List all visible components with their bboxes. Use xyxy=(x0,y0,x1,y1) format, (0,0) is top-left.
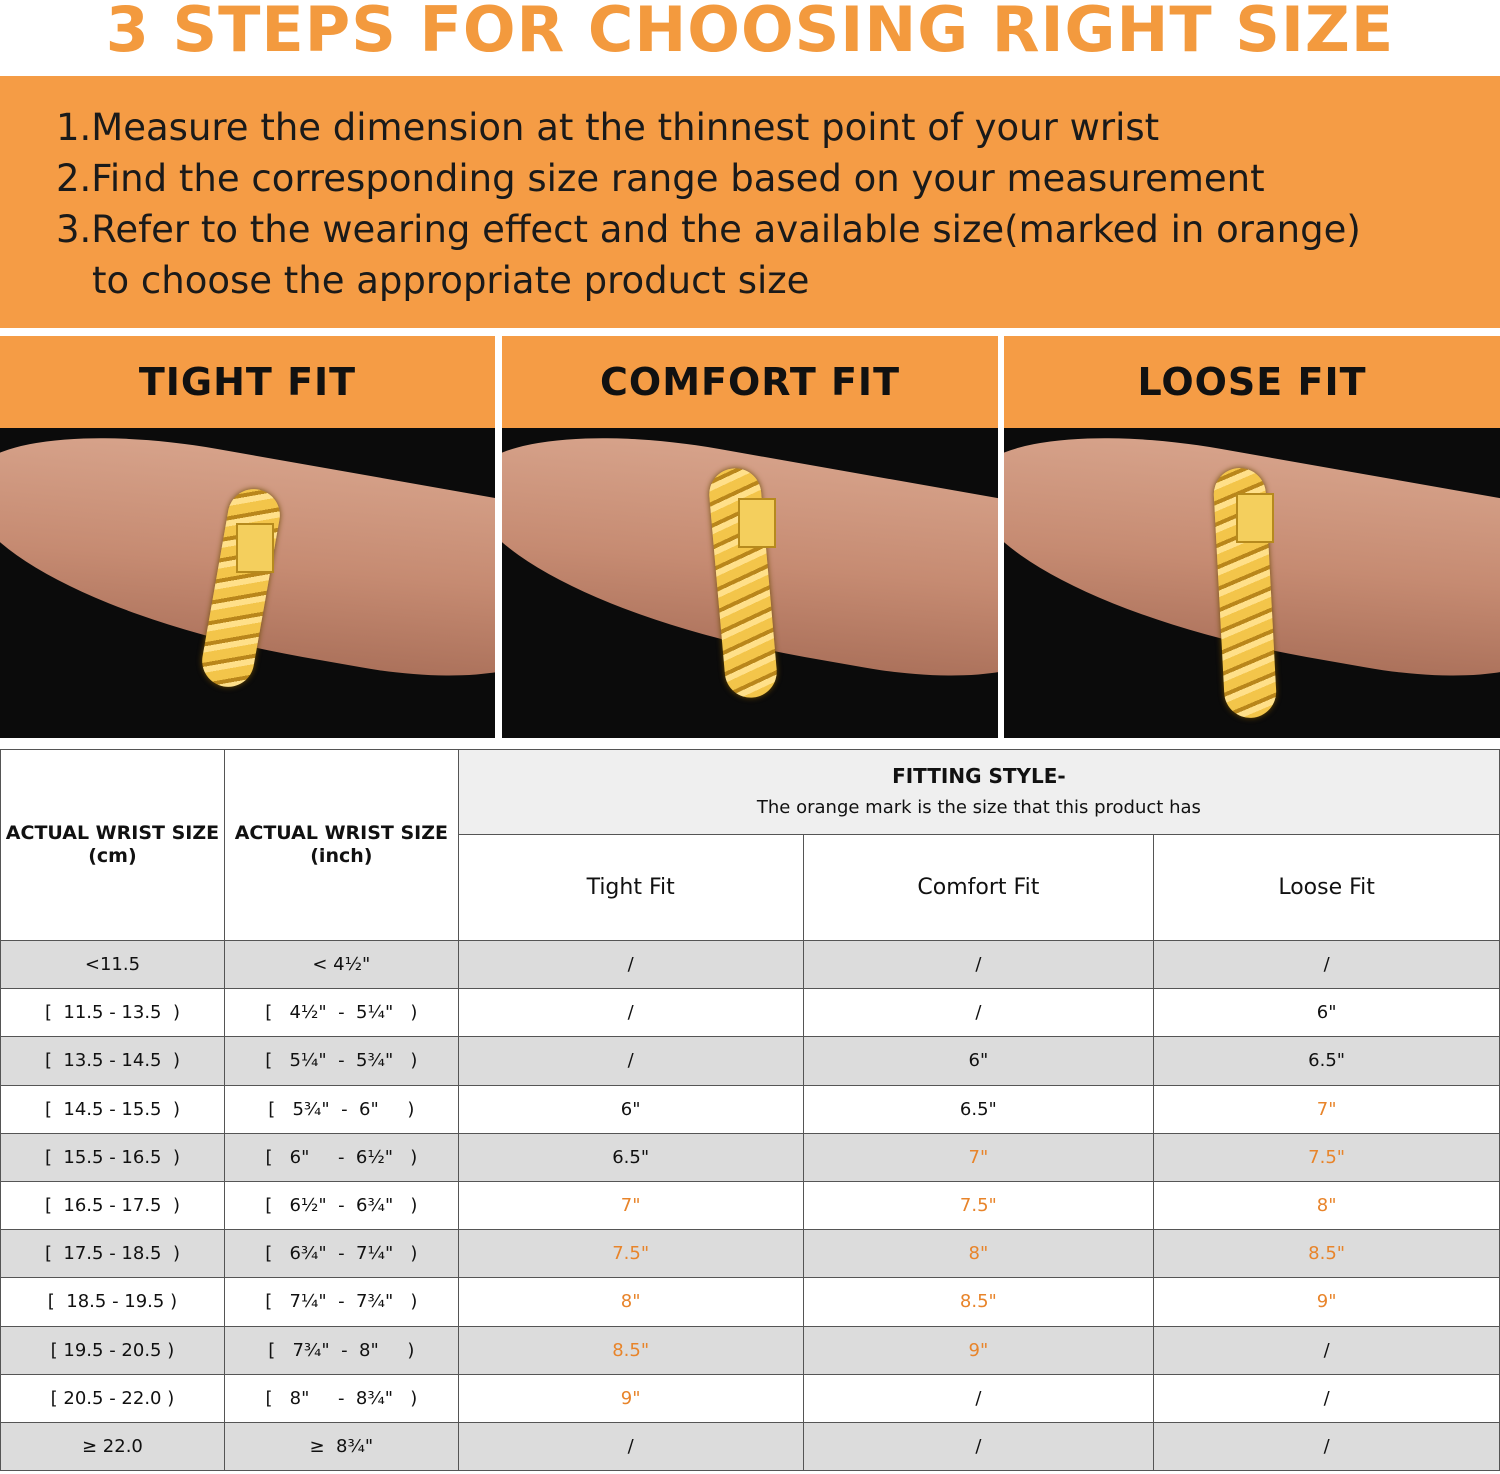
cell-cm: [ 13.5 - 14.5 ) xyxy=(1,1037,225,1085)
cell-comfort: / xyxy=(803,1374,1154,1422)
cell-loose: / xyxy=(1154,941,1500,989)
cell-tight: / xyxy=(458,989,803,1037)
tight-fit-photo xyxy=(0,428,495,738)
page-title: 3 STEPS FOR CHOOSING RIGHT SIZE xyxy=(105,0,1395,66)
cell-cm: ≥ 22.0 xyxy=(1,1422,225,1470)
cell-inch: [ 6" - 6½" ) xyxy=(224,1133,458,1181)
header-cm: ACTUAL WRIST SIZE (cm) xyxy=(1,750,225,941)
tight-fit-heading: TIGHT FIT xyxy=(0,336,495,428)
cell-loose: 7" xyxy=(1154,1085,1500,1133)
steps-panel xyxy=(0,76,1500,328)
table-row xyxy=(1,1422,1500,1470)
cell-cm: [ 20.5 - 22.0 ) xyxy=(1,1374,225,1422)
cell-comfort: 9" xyxy=(803,1326,1154,1374)
cell-cm: [ 15.5 - 16.5 ) xyxy=(1,1133,225,1181)
cell-loose: / xyxy=(1154,1422,1500,1470)
clasp xyxy=(1236,493,1274,543)
cell-tight: 6" xyxy=(458,1085,803,1133)
cell-cm: [ 18.5 - 19.5 ) xyxy=(1,1278,225,1326)
cell-loose: / xyxy=(1154,1374,1500,1422)
clasp xyxy=(236,523,274,573)
fitting-note: The orange mark is the size that this product has xyxy=(756,797,1201,818)
cell-cm: [ 17.5 - 18.5 ) xyxy=(1,1230,225,1278)
cell-comfort: / xyxy=(803,941,1154,989)
cell-inch: [ 6¾" - 7¼" ) xyxy=(224,1230,458,1278)
clasp xyxy=(738,498,776,548)
table-row xyxy=(1,1278,1500,1326)
step-1: 1.Measure the dimension at the thinnest point of your wrist xyxy=(56,106,1160,149)
step-3-continued: to choose the appropriate product size xyxy=(92,259,810,302)
cell-tight: 7" xyxy=(458,1181,803,1229)
cell-inch: [ 5¼" - 5¾" ) xyxy=(224,1037,458,1085)
fitting-style-header: FITTING STYLE- The orange mark is the size that this product has xyxy=(458,750,1499,835)
loose-fit-photo xyxy=(1004,428,1500,738)
size-chart-table xyxy=(0,749,1500,1471)
cell-cm: [ 14.5 - 15.5 ) xyxy=(1,1085,225,1133)
cell-comfort: / xyxy=(803,1422,1154,1470)
cell-comfort: 6.5" xyxy=(803,1085,1154,1133)
cell-tight: 8.5" xyxy=(458,1326,803,1374)
table-row xyxy=(1,1230,1500,1278)
cell-inch: [ 7¼" - 7¾" ) xyxy=(224,1278,458,1326)
header-loose-fit: Loose Fit xyxy=(1154,835,1500,941)
cell-comfort: / xyxy=(803,989,1154,1037)
table-row xyxy=(1,1326,1500,1374)
cell-loose: 9" xyxy=(1154,1278,1500,1326)
cell-tight: 9" xyxy=(458,1374,803,1422)
cell-inch: [ 5¾" - 6" ) xyxy=(224,1085,458,1133)
cell-loose: 6.5" xyxy=(1154,1037,1500,1085)
cell-comfort: 8" xyxy=(803,1230,1154,1278)
cell-tight: / xyxy=(458,941,803,989)
step-2: 2.Find the corresponding size range based on your measurement xyxy=(56,157,1265,200)
cell-cm: [ 16.5 - 17.5 ) xyxy=(1,1181,225,1229)
cell-inch: [ 4½" - 5¼" ) xyxy=(224,989,458,1037)
cell-inch: < 4½" xyxy=(224,941,458,989)
cell-tight: 8" xyxy=(458,1278,803,1326)
cell-tight: / xyxy=(458,1037,803,1085)
cell-cm: [ 19.5 - 20.5 ) xyxy=(1,1326,225,1374)
cell-comfort: 6" xyxy=(803,1037,1154,1085)
cell-comfort: 8.5" xyxy=(803,1278,1154,1326)
cell-tight: / xyxy=(458,1422,803,1470)
cell-cm: <11.5 xyxy=(1,941,225,989)
cell-inch: [ 6½" - 6¾" ) xyxy=(224,1181,458,1229)
table-row xyxy=(1,1037,1500,1085)
table-row xyxy=(1,1181,1500,1229)
cell-tight: 6.5" xyxy=(458,1133,803,1181)
cell-inch: ≥ 8¾" xyxy=(224,1422,458,1470)
header-tight-fit: Tight Fit xyxy=(458,835,803,941)
table-row xyxy=(1,1133,1500,1181)
cell-inch: [ 8" - 8¾" ) xyxy=(224,1374,458,1422)
cell-inch: [ 7¾" - 8" ) xyxy=(224,1326,458,1374)
loose-fit-heading: LOOSE FIT xyxy=(1004,336,1500,428)
header-comfort-fit: Comfort Fit xyxy=(803,835,1154,941)
cell-tight: 7.5" xyxy=(458,1230,803,1278)
cell-loose: / xyxy=(1154,1326,1500,1374)
table-row xyxy=(1,989,1500,1037)
table-row xyxy=(1,1374,1500,1422)
table-row xyxy=(1,941,1500,989)
comfort-fit-heading: COMFORT FIT xyxy=(502,336,998,428)
cell-loose: 6" xyxy=(1154,989,1500,1037)
step-3: 3.Refer to the wearing effect and the available size(marked in orange) xyxy=(56,208,1361,251)
cell-loose: 8" xyxy=(1154,1181,1500,1229)
cell-cm: [ 11.5 - 13.5 ) xyxy=(1,989,225,1037)
cell-loose: 7.5" xyxy=(1154,1133,1500,1181)
comfort-fit-photo xyxy=(502,428,998,738)
cell-comfort: 7.5" xyxy=(803,1181,1154,1229)
table-row xyxy=(1,1085,1500,1133)
cell-comfort: 7" xyxy=(803,1133,1154,1181)
header-inch: ACTUAL WRIST SIZE (inch) xyxy=(224,750,458,941)
cell-loose: 8.5" xyxy=(1154,1230,1500,1278)
